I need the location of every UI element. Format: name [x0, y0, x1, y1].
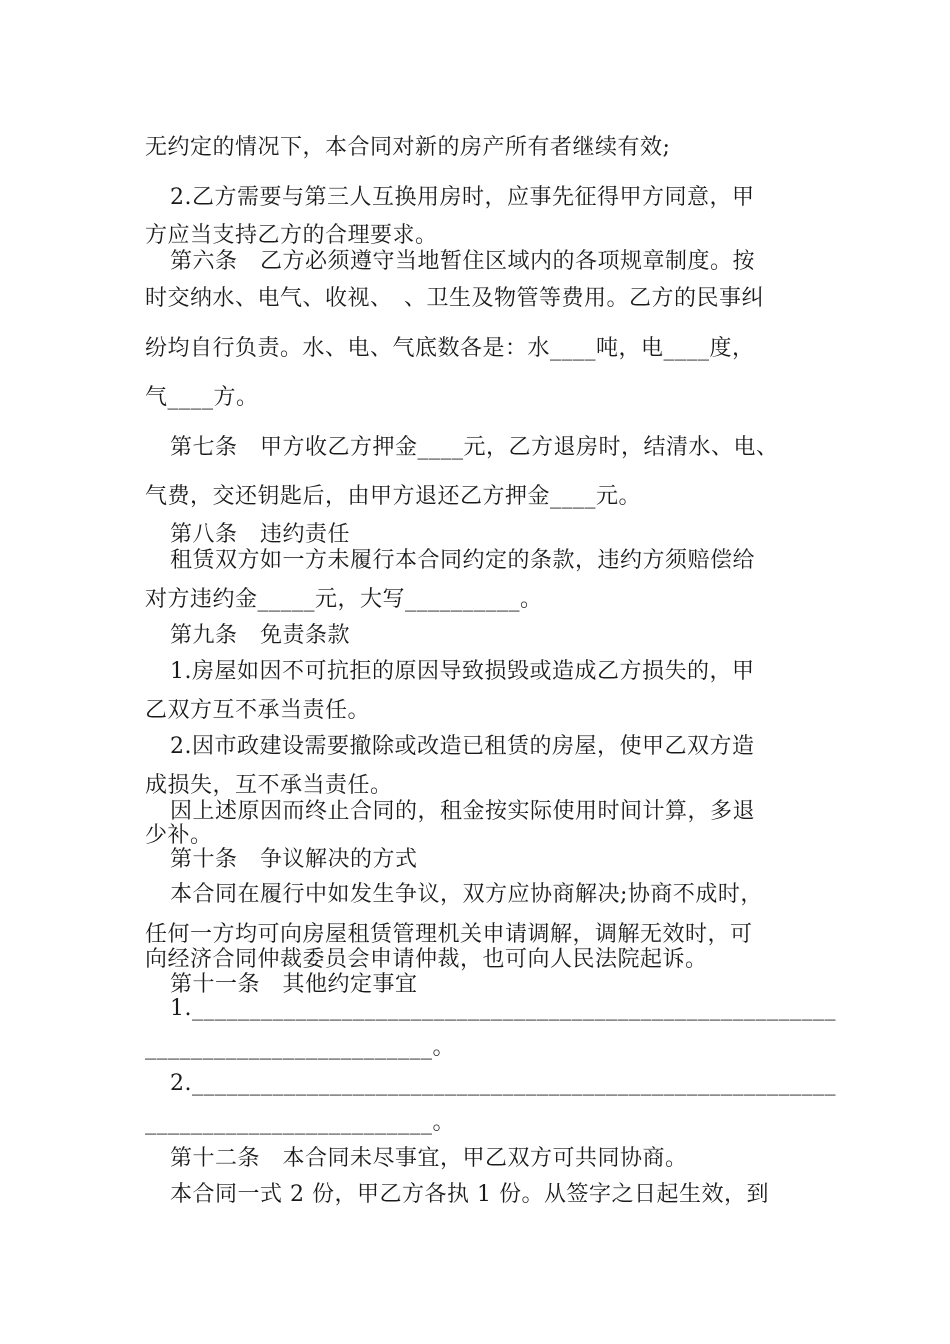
- text-line: 时交纳水、电气、收视、 、卫生及物管等费用。乙方的民事纠: [145, 286, 765, 311]
- blank-line-1: 1.________________________________________________________: [170, 996, 836, 1021]
- text-line: 租赁双方如一方未履行本合同约定的条款，违约方须赔偿给: [170, 548, 756, 573]
- article-7: 第七条 甲方收乙方押金____元，乙方退房时，结清水、电、: [170, 435, 779, 460]
- article-10-heading: 第十条 争议解决的方式: [170, 847, 418, 872]
- text-line: 本合同一式 2 份，甲乙方各执 1 份。从签字之日起生效，到: [170, 1182, 769, 1207]
- text-line: 乙双方互不承当责任。: [145, 698, 371, 723]
- text-line: 成损失，互不承当责任。: [145, 773, 393, 798]
- text-line: 2.因市政建设需要撤除或改造已租赁的房屋，使甲乙双方造: [170, 734, 755, 759]
- article-8-heading: 第八条 违约责任: [170, 522, 351, 547]
- text-line: 向经济合同仲裁委员会申请仲裁，也可向人民法院起诉。: [145, 947, 708, 972]
- text-line: 纷均自行负责。水、电、气底数各是：水____吨，电____度，: [145, 336, 755, 361]
- blank-line-2-end: _________________________。: [145, 1110, 456, 1135]
- text-line: 2.乙方需要与第三人互换用房时，应事先征得甲方同意，甲: [170, 185, 755, 210]
- blank-line-2: 2.________________________________________________________: [170, 1071, 836, 1096]
- article-12: 第十二条 本合同未尽事宜，甲乙双方可共同协商。: [170, 1146, 688, 1171]
- blank-line-1-end: _________________________。: [145, 1035, 456, 1060]
- text-line: 气____方。: [145, 385, 259, 410]
- article-6: 第六条 乙方必须遵守当地暂住区域内的各项规章制度。按: [170, 249, 756, 274]
- text-line: 1.房屋如因不可抗拒的原因导致损毁或造成乙方损失的，甲: [170, 659, 755, 684]
- text-line: 无约定的情况下，本合同对新的房产所有者继续有效;: [145, 135, 671, 160]
- text-line: 气费，交还钥匙后，由甲方退还乙方押金____元。: [145, 484, 642, 509]
- text-line: 任何一方均可向房屋租赁管理机关申请调解，调解无效时，可: [145, 922, 753, 947]
- text-line: 本合同在履行中如发生争议，双方应协商解决;协商不成时，: [170, 882, 763, 907]
- text-line: 对方违约金_____元，大写__________。: [145, 587, 543, 612]
- article-9-heading: 第九条 免责条款: [170, 623, 351, 648]
- article-11-heading: 第十一条 其他约定事宜: [170, 972, 418, 997]
- text-line: 因上述原因而终止合同的，租金按实际使用时间计算，多退: [170, 799, 756, 824]
- text-line: 方应当支持乙方的合理要求。: [145, 223, 438, 248]
- text-line: 少补。: [145, 823, 213, 848]
